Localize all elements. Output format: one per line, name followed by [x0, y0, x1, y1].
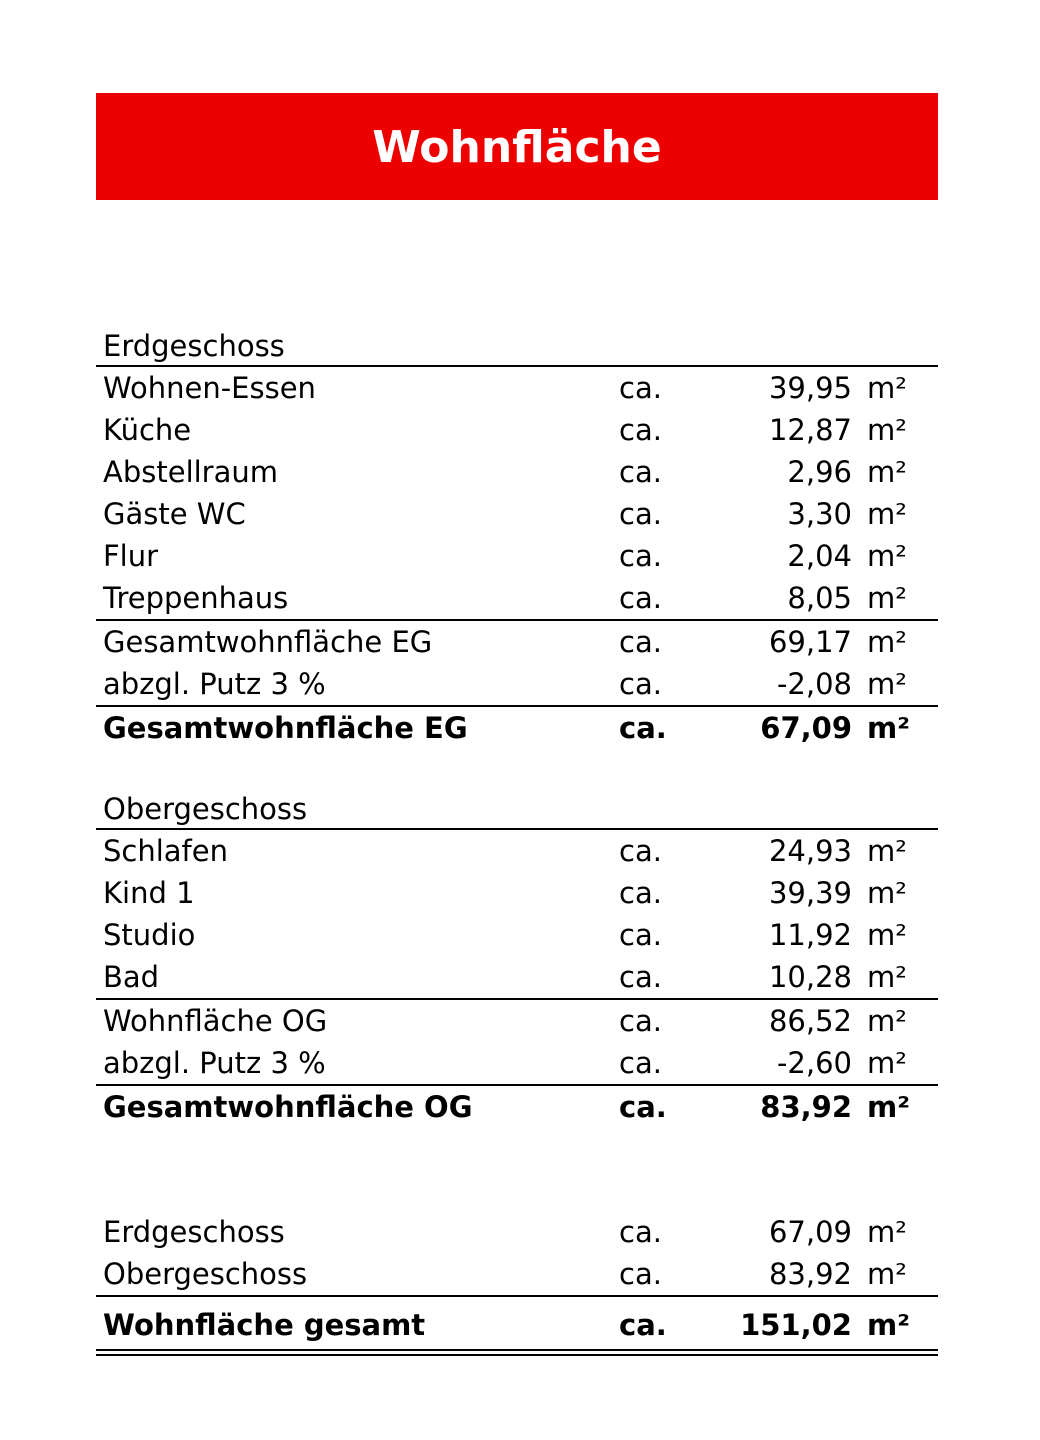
area-unit: m² — [867, 876, 907, 910]
approx-label: ca. — [619, 539, 662, 573]
table-row — [96, 535, 938, 577]
area-unit: m² — [867, 1090, 910, 1124]
approx-label: ca. — [619, 371, 662, 405]
area-value: 39,95 — [768, 371, 852, 405]
table-row — [96, 365, 938, 409]
approx-label: ca. — [619, 834, 662, 868]
room-label: Kind 1 — [103, 876, 195, 910]
subtotal-value: 86,52 — [768, 1004, 852, 1038]
approx-label: ca. — [619, 918, 662, 952]
total-row — [96, 1084, 938, 1128]
table-row — [96, 451, 938, 493]
area-unit: m² — [867, 371, 907, 405]
subtotal-label: Wohnfläche OG — [103, 1004, 328, 1038]
area-value: 8,05 — [787, 581, 852, 615]
grand-total-label: Wohnfläche gesamt — [103, 1308, 426, 1342]
approx-label: ca. — [619, 413, 662, 447]
area-unit: m² — [867, 918, 907, 952]
approx-label: ca. — [619, 1004, 662, 1038]
table-row — [96, 828, 938, 872]
area-value: 11,92 — [768, 918, 852, 952]
room-label: Gäste WC — [103, 497, 246, 531]
area-value: 10,28 — [768, 960, 852, 994]
total-value: 83,92 — [760, 1090, 852, 1124]
area-value: 24,93 — [768, 834, 852, 868]
approx-label: ca. — [619, 1215, 662, 1249]
approx-label: ca. — [619, 581, 662, 615]
room-label: Küche — [103, 413, 192, 447]
area-value: 39,39 — [768, 876, 852, 910]
approx-label: ca. — [619, 711, 667, 745]
total-value: 67,09 — [760, 711, 852, 745]
area-value: 2,04 — [787, 539, 852, 573]
section-obergeschoss — [96, 790, 938, 1128]
area-unit: m² — [867, 1308, 910, 1342]
approx-label: ca. — [619, 960, 662, 994]
area-unit: m² — [867, 711, 910, 745]
approx-label: ca. — [619, 625, 662, 659]
room-label: Bad — [103, 960, 160, 994]
summary-row — [96, 1253, 938, 1295]
area-unit: m² — [867, 960, 907, 994]
area-unit: m² — [867, 1257, 907, 1291]
table-row — [96, 409, 938, 451]
subtotal-label: Gesamtwohnfläche EG — [103, 625, 433, 659]
room-label: Wohnen-Essen — [103, 371, 316, 405]
summary-row — [96, 1211, 938, 1253]
approx-label: ca. — [619, 876, 662, 910]
grand-total-row — [96, 1295, 938, 1345]
page-title: Wohnfläche — [372, 122, 662, 173]
summary-label: Obergeschoss — [103, 1257, 308, 1291]
area-unit: m² — [867, 834, 907, 868]
summary-value: 67,09 — [768, 1215, 852, 1249]
summary-label: Erdgeschoss — [103, 1215, 285, 1249]
deduction-value: -2,08 — [776, 667, 852, 701]
underline-rule — [96, 1354, 938, 1356]
total-label: Gesamtwohnfläche OG — [103, 1090, 473, 1124]
section-summary — [96, 1211, 938, 1349]
total-row — [96, 705, 938, 749]
subtotal-row — [96, 619, 938, 663]
area-value: 3,30 — [787, 497, 852, 531]
section-erdgeschoss — [96, 327, 938, 749]
table-row — [96, 577, 938, 619]
room-label: Schlafen — [103, 834, 228, 868]
section-heading — [96, 790, 938, 828]
table-row — [96, 493, 938, 535]
section-heading-label: Erdgeschoss — [103, 329, 285, 363]
area-unit: m² — [867, 539, 907, 573]
area-unit: m² — [867, 455, 907, 489]
area-unit: m² — [867, 1004, 907, 1038]
deduction-label: abzgl. Putz 3 % — [103, 1046, 326, 1080]
deduction-row — [96, 1042, 938, 1084]
area-unit: m² — [867, 625, 907, 659]
approx-label: ca. — [619, 667, 662, 701]
area-unit: m² — [867, 497, 907, 531]
total-label: Gesamtwohnfläche EG — [103, 711, 468, 745]
area-unit: m² — [867, 667, 907, 701]
area-value: 12,87 — [768, 413, 852, 447]
table-row — [96, 956, 938, 998]
approx-label: ca. — [619, 1308, 667, 1342]
area-unit: m² — [867, 1215, 907, 1249]
deduction-row — [96, 663, 938, 705]
summary-value: 83,92 — [768, 1257, 852, 1291]
area-unit: m² — [867, 1046, 907, 1080]
area-value: 2,96 — [787, 455, 852, 489]
room-label: Flur — [103, 539, 159, 573]
deduction-value: -2,60 — [776, 1046, 852, 1080]
approx-label: ca. — [619, 1090, 667, 1124]
approx-label: ca. — [619, 455, 662, 489]
section-heading — [96, 327, 938, 365]
subtotal-value: 69,17 — [768, 625, 852, 659]
title-banner — [96, 93, 938, 200]
table-row — [96, 914, 938, 956]
room-label: Abstellraum — [103, 455, 279, 489]
room-label: Treppenhaus — [103, 581, 289, 615]
subtotal-row — [96, 998, 938, 1042]
section-heading-label: Obergeschoss — [103, 792, 308, 826]
area-unit: m² — [867, 581, 907, 615]
approx-label: ca. — [619, 1257, 662, 1291]
area-unit: m² — [867, 413, 907, 447]
approx-label: ca. — [619, 1046, 662, 1080]
approx-label: ca. — [619, 497, 662, 531]
deduction-label: abzgl. Putz 3 % — [103, 667, 326, 701]
room-label: Studio — [103, 918, 196, 952]
table-row — [96, 872, 938, 914]
grand-total-value: 151,02 — [740, 1308, 852, 1342]
